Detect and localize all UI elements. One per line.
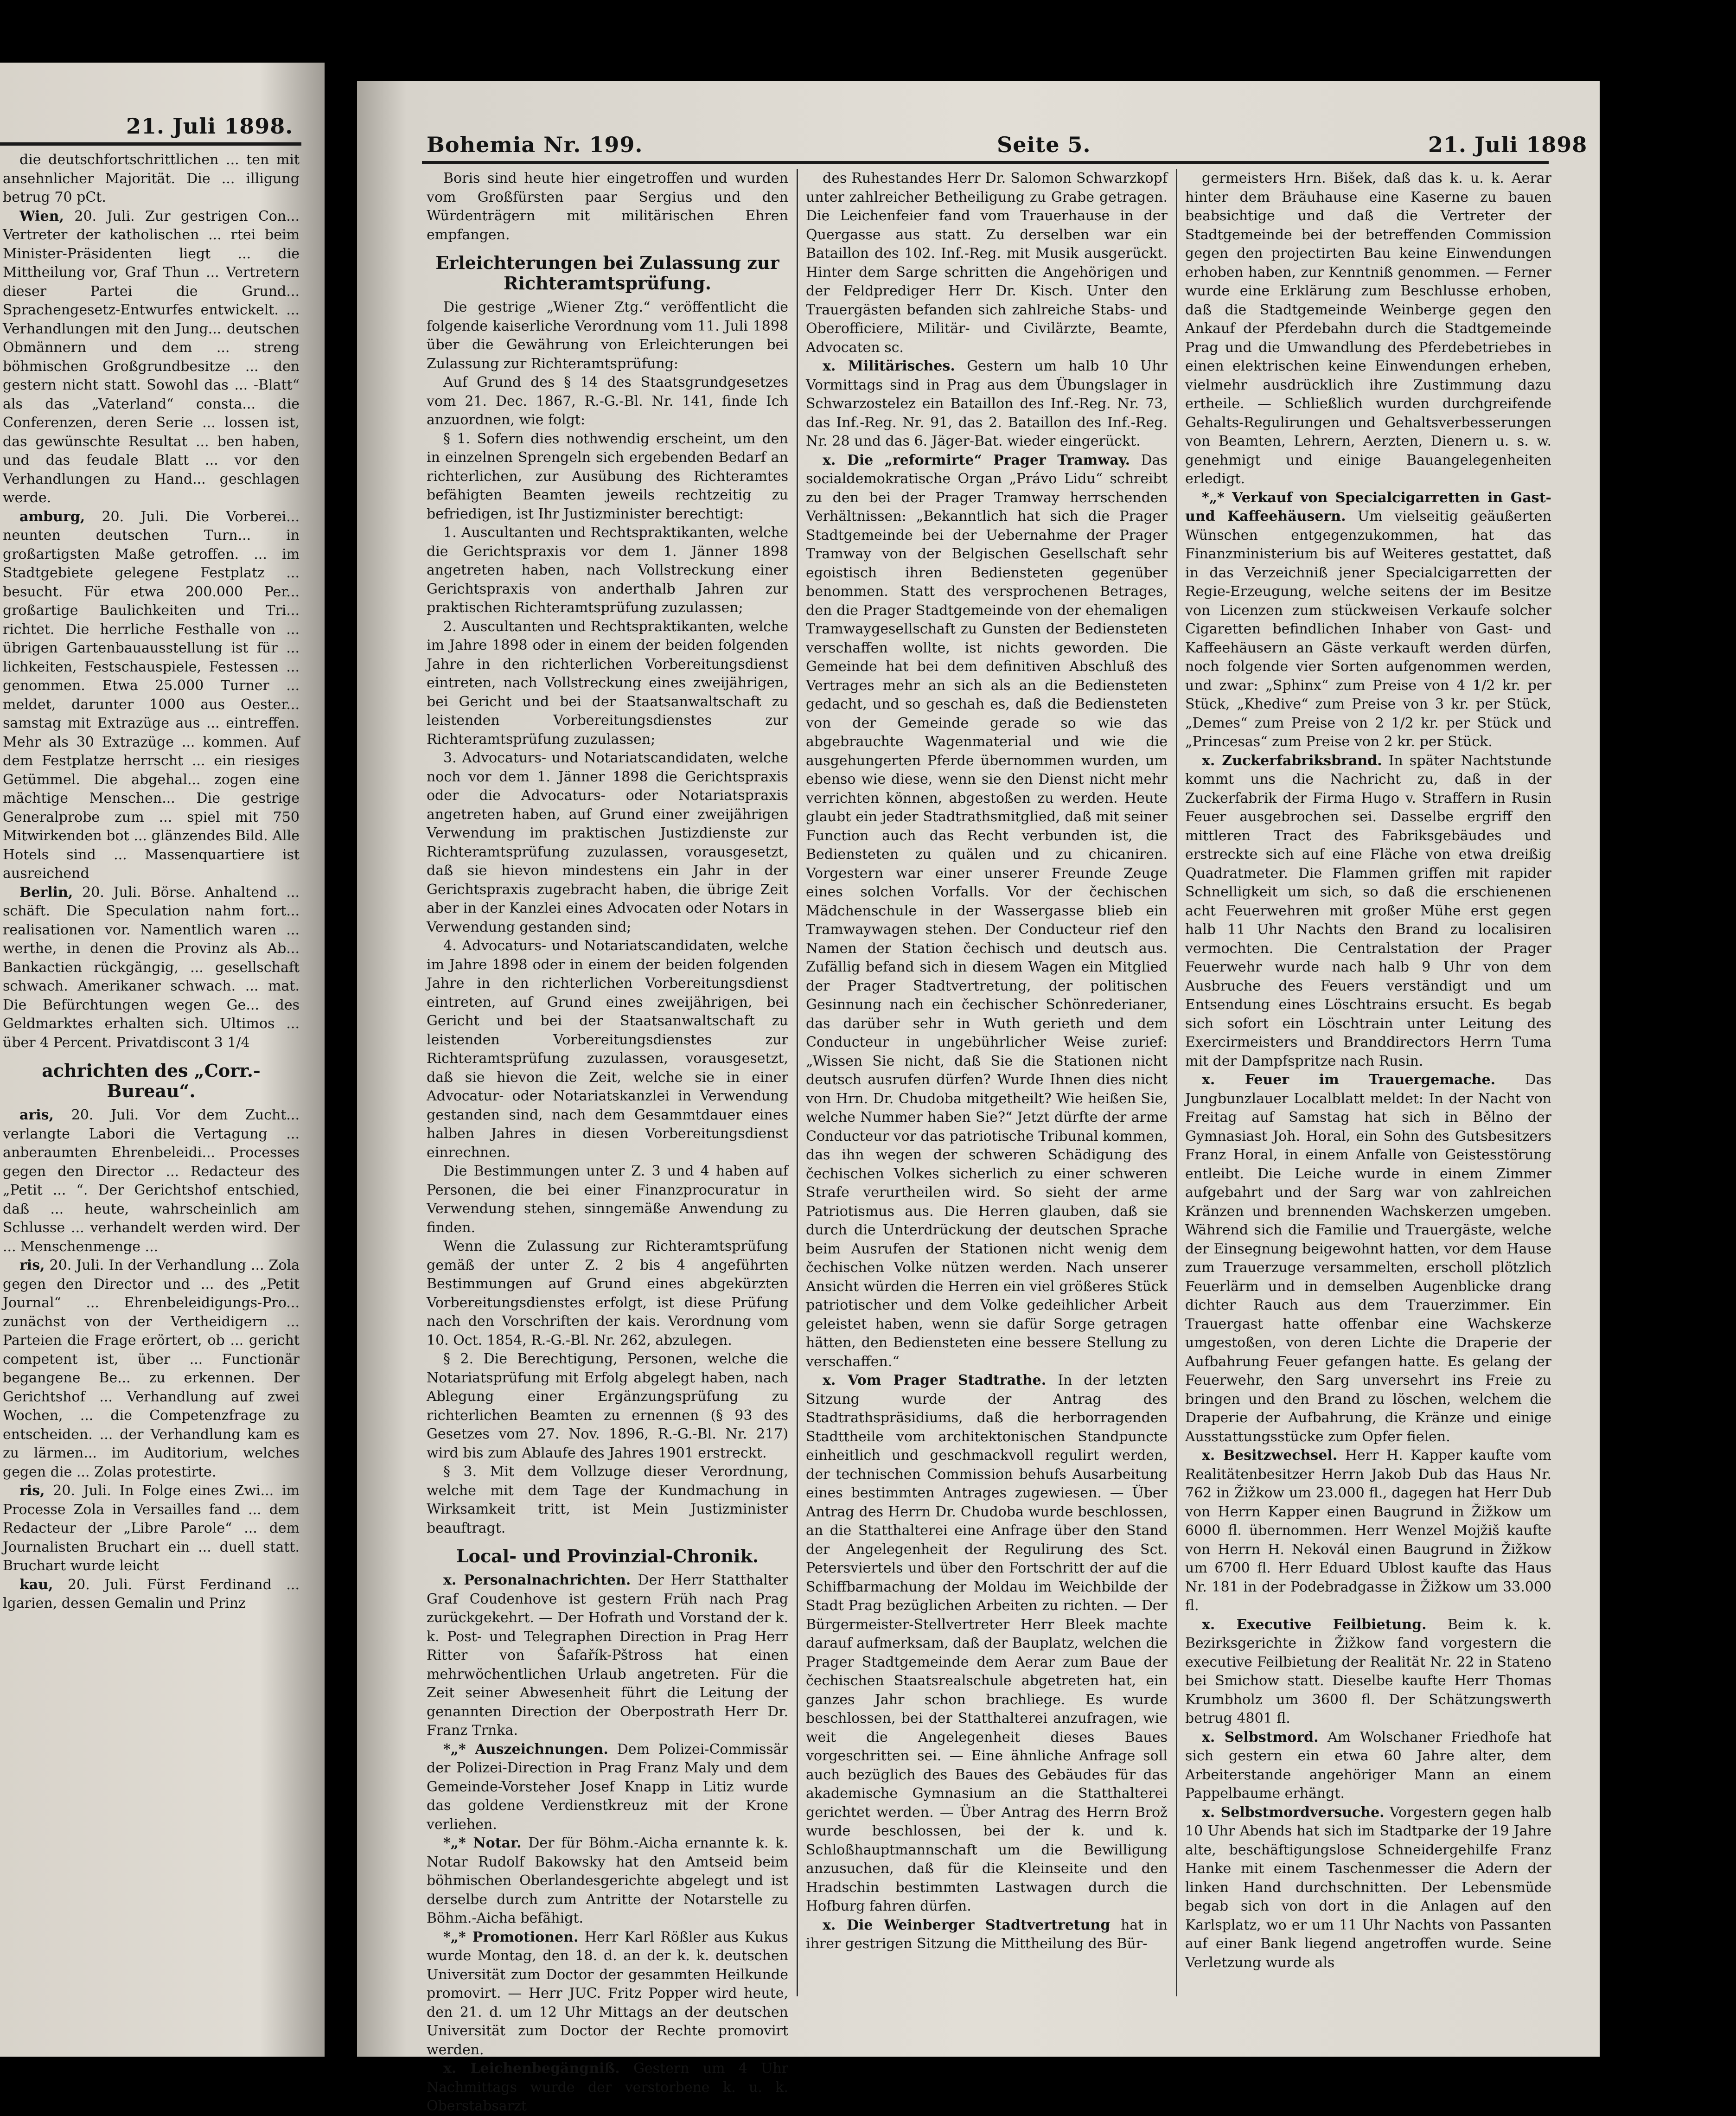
article-text: Boris sind heute hier eingetroffen und wurden vom Großfürsten paar Sergius und den Würdenträgern mit militärischen Ehren empfangen.: [427, 170, 788, 243]
article-label: x. Executive Feilbietung.: [1202, 1616, 1427, 1633]
article-text: 20. Juli. Vor dem Zucht... verlangte Labori die Vertagung ... anberaumten Ehrenbeleidi... Processes gegen den Director ... Redacteur des „Petit ... “. Der Gerichtshof entschied, daß ... heute, wahrscheinlich am Schlusse ... verhandelt werden wird. Der ... Menschenmenge ...: [3, 1107, 300, 1255]
article-label: x. Personalnachrichten.: [443, 1572, 631, 1588]
article-text: Der Herr Statthalter Graf Coudenhove ist gestern Früh nach Prag zurückgekehrt. — Der Hofrath und Vorstand der k. k. Post- und Telegraphen Direction in Prag Herr Ritter von Šafařík-Pštross hat einen mehrwöchentlichen Urlaub angetreten. Für die Zeit seiner Abwesenheit führt die Leitung der genannten Direction der Oberpostrath Herr Dr. Franz Trnka.: [427, 1572, 789, 1739]
article-text: Auf Grund des § 14 des Staatsgrundgesetzes vom 21. Dec. 1867, R.-G.-Bl. Nr. 141, finde Ich anzuordnen, wie folgt:: [427, 374, 788, 428]
article-label: *„* Promotionen.: [443, 1929, 579, 1945]
article-label: x. Leichenbegängniß.: [443, 2060, 620, 2077]
article-paragraph: [427, 169, 788, 244]
column-3: [1185, 169, 1551, 1996]
paper-name-issue: Bohemia Nr. 199.: [427, 132, 643, 157]
article-paragraph: [427, 1571, 788, 1740]
article-paragraph: [1185, 1803, 1551, 1973]
article-text: 20. Juli. In Folge eines Zwi... im Processe Zola in Versailles fand ... dem Redacteur der „Libre Parole“ ... dem Journalisten Bruchart ein ... duell statt. Bruchart wurde leicht: [3, 1483, 300, 1574]
article-text: § 2. Die Berechtigung, Personen, welche die Notariatsprüfung mit Erfolg abgelegt haben, nach Ablegung einer Ergänzungsprüfung zu richterlichen Beamten zu ernennen (§ 93 des Gesetzes vom 27. Nov. 1896, R.-G.-Bl. Nr. 217) wird bis zum Ablaufe des Jahres 1901 erstreckt.: [427, 1351, 788, 1461]
article-label: x. Selbstmordversuche.: [1202, 1804, 1385, 1821]
article-paragraph: [427, 1463, 788, 1538]
article-text: Gestern um 4 Uhr Nachmittags wurde der verstorbene k. u. k. Oberstabsarzt: [427, 2060, 788, 2114]
article-text: 1. Auscultanten und Rechtspraktikanten, welche die Gerichtspraxis vor dem 1. Jänner 1898 angetreten haben, nach Vollstreckung einer Gerichtspraxis von anderthalb Jahren zur praktischen Richteramtsprüfung zuzulassen;: [427, 524, 788, 616]
article-text: Am Wolschaner Friedhofe hat sich gestern ein etwa 60 Jahre alter, dem Arbeiterstande angehöriger Mann an einem Pappelbaume erhängt.: [1185, 1729, 1551, 1802]
article-text: 20. Juli. Fürst Ferdinand ... lgarien, dessen Gemalin und Prinz: [3, 1576, 300, 1611]
article-paragraph: [3, 1106, 300, 1256]
article-text: Herr Karl Rößler aus Kukus wurde Montag, den 18. d. an der k. k. deutschen Universität zum Doctor der gesammten Heilkunde promovirt. — Herr JUC. Fritz Popper wird heute, den 21. d. um 12 Uhr Mittags an der deutschen Universität zum Doctor der Rechte promovirt werden.: [427, 1929, 788, 2058]
section-heading: Erleichterungen bei Zulassung zur Richteramtsprüfung.: [435, 252, 779, 294]
article-label: x. Militärisches.: [823, 358, 955, 374]
article-paragraph: [806, 1916, 1168, 1954]
article-paragraph: [3, 508, 300, 883]
article-paragraph: [1185, 1728, 1551, 1803]
article-paragraph: [427, 430, 788, 524]
left-header-rule: [0, 142, 301, 146]
right-page: [357, 81, 1600, 2114]
article-paragraph: [427, 1162, 788, 1237]
article-paragraph: [427, 1740, 788, 1835]
article-label: Berlin,: [19, 884, 73, 901]
article-text: 2. Auscultanten und Rechtspraktikanten, welche im Jahre 1898 oder in einem der beiden folgenden Jahre in den richterlichen Vorbereitungsdienst eintreten, nach Vollstreckung eines zweijährigen, bei Gericht und bei der Staatsanwaltschaft zu leistenden Vorbereitungsdienstes zur Richteramtsprüfung zuzulassen;: [427, 618, 788, 748]
article-paragraph: [1185, 489, 1551, 752]
article-paragraph: [427, 618, 788, 749]
article-paragraph: [427, 937, 788, 1162]
article-paragraph: [3, 1576, 300, 1613]
article-label: x. Vom Prager Stadtrathe.: [823, 1372, 1047, 1388]
article-label: *„* Notar.: [443, 1835, 522, 1851]
article-text: Gestern um halb 10 Uhr Vormittags sind in Prag aus dem Übungslager in Schwarzostelez ein Bataillon des Inf.-Reg. Nr. 73, das Inf.-Reg. Nr. 91, das 2. Bataillon des Inf.-Reg. Nr. 28 und das 6. Jäger-Bat. wieder eingerückt.: [806, 358, 1168, 449]
header-rule: [422, 161, 1549, 164]
article-label: x. Besitzwechsel.: [1202, 1447, 1338, 1464]
article-text: die deutschfortschrittlichen ... ten mit ansehnlicher Majorität. Die ... illigung betrug 70 pCt.: [3, 152, 300, 205]
article-text: Der für Böhm.-Aicha ernannte k. k. Notar Rudolf Bakowsky hat den Amtseid beim böhmischen Oberlandesgerichte abgelegt und ist derselbe durch zum Antritte der Notarstelle zu Böhm.-Aicha befähigt.: [427, 1835, 788, 1926]
article-label: ris,: [19, 1483, 45, 1499]
article-text: Herr H. Kapper kaufte vom Realitätenbesitzer Herrn Jakob Dub das Haus Nr. 762 in Žižkow um 23.000 fl., dagegen hat Herr Dub von Herrn Kapper einen Baugrund in Žižkow um 6000 fl. übernommen. Herr Wenzel Mojžiš kaufte von Herrn H. Nekovál einen Baugrund in Žižkow um 6700 fl. Herr Eduard Ublost kaufte das Haus Nr. 181 in der Podebradgasse in Žižkow um 33.000 fl.: [1185, 1447, 1551, 1614]
article-text: Das socialdemokratische Organ „Právo Lidu“ schreibt zu den bei der Prager Tramway herrschenden Verhältnissen: „Bekanntlich hat sich die Prager Stadtgemeinde bei der Uebernahme der Prager Tramway von der Belgischen Gesellschaft sehr egoistisch ihren Bediensteten gegenüber benommen. Statt des versprochenen Betrages, den die Prager Stadtgemeinde von der ehemaligen Tramwaygesellschaft zu Gunsten der Bediensteten verschaffen wollte, ist nichts geworden. Die Gemeinde hat bei dem definitiven Abschluß des Vertrages mehr an sich als an die Bediensteten gedacht, und so geschah es, daß die Bediensteten von der Gemeinde gerade so wie das abgebrauchte Wagenmaterial und wie die ausgehungerten Pferde übernommen wurden, um ebenso wie diese, wenn sie den Dienst nicht mehr verrichten können, abgestoßen zu werden. Heute glaubt ein jeder Stadtrathsmitglied, daß mit seiner Function auch das Recht verbunden ist, die Bediensteten zu quälen und zu chicaniren. Vorgestern war einer unserer Freunde Zeuge eines solchen Vorfalls. Vor der čechischen Mädchenschule in der Wassergasse blieb ein Tramwaywagen stehen. Der Conducteur rief den Namen der Station čechisch und deutsch aus. Zufällig befand sich in diesem Wagen ein Mitglied der Prager Stadtvertretung, der politischen Gesinnung nach ein čechischer Schönrederianer, das darüber sehr in Wuth gerieth und dem Conducteur in ungebührlicher Weise zurief: „Wissen Sie nicht, daß Sie die Stationen nicht deutsch ausrufen dürfen? Wurde Ihnen dies nicht von Hrn. Dr. Chudoba mitgetheilt? Wie heißen Sie, welche Nummer haben Sie?“ Jetzt dürfte der arme Conducteur vor das patriotische Tribunal kommen, das ihn wegen der schweren Schädigung des čechischen Volkes sicherlich zu einer schweren Strafe verurtheilen wird. So sieht der arme Patriotismus aus. Die Herren glauben, daß sie durch die Unterdrückung der deutschen Sprache beim Ausrufen der Stationen nicht wenig dem čechischen Volke nützen werden. Nach unserer Ansicht würden die Herren ein viel größeres Stück patriotischer und dem Volke gedeihlicher Arbeit geleistet haben, wenn sie dafür Sorge getragen hätten, den Bediensteten eine bessere Stellung zu verschaffen.“: [806, 452, 1168, 1370]
page-number: Seite 5.: [997, 132, 1091, 157]
article-text: Wenn die Zulassung zur Richteramtsprüfung gemäß der unter Z. 2 bis 4 angeführten Bestimmungen auf Grund eines abgekürzten Vorbereitungsdienstes erfolgt, ist diese Prüfung nach den Vorschriften der kais. Verordnung vom 10. Oct. 1854, R.-G.-Bl. Nr. 262, abzulegen.: [427, 1238, 788, 1349]
article-paragraph: [806, 451, 1168, 1372]
article-paragraph: [1185, 752, 1551, 1071]
article-text: Die Bestimmungen unter Z. 3 und 4 haben auf Personen, die bei einer Finanzprocuratur in Verwendung stehen, sinngemäße Anwendung zu finden.: [427, 1163, 788, 1236]
left-page-column: [3, 151, 300, 1978]
column-divider-2: [1176, 169, 1177, 1996]
article-paragraph: [3, 1256, 300, 1482]
article-text: 20. Juli. Börse. Anhaltend ... schäft. Die Speculation nahm fort... realisationen vor. Namentlich waren ... werthe, in denen die Provinz als Ab... Bankactien rückgängig, ... gesellschaft schwach. Amerikaner schwach. ... mat. Die Befürchtungen wegen Ge... des Geldmarktes erhalten sich. Ultimos ... über 4 Percent. Privatdiscont 3 1/4: [3, 884, 300, 1051]
issue-date: 21. Juli 1898: [1428, 132, 1588, 157]
article-label: Wien,: [19, 208, 64, 224]
article-paragraph: [806, 169, 1168, 357]
article-text: Vorgestern gegen halb 10 Uhr Abends hat sich im Stadtparke der 19 Jahre alte, beschäftigungslose Schneidergehilfe Franz Hanke mit einem Taschenmesser die Adern der linken Hand durchschnitten. Der Lebensmüde begab sich von dort in die Anlagen auf den Karlsplatz, wo er um 11 Uhr Nachts von Passanten auf einer Bank liegend angetroffen wurde. Seine Verletzung wurde als: [1185, 1804, 1551, 1971]
article-text: § 3. Mit dem Vollzuge dieser Verordnung, welche mit dem Tage der Kundmachung in Wirksamkeit tritt, ist Mein Justizminister beauftragt.: [427, 1464, 788, 1536]
article-paragraph: [427, 1350, 788, 1463]
left-page: [0, 63, 325, 2057]
article-label: x. Selbstmord.: [1202, 1729, 1319, 1745]
left-page-date: 21. Juli 1898.: [126, 114, 294, 139]
article-text: 20. Juli. In der Verhandlung ... Zola gegen den Director und ... des „Petit Journal“ ... Ehrenbeleidigungs-Pro... zunächst von der Vertheidigern ... Parteien die Frage erörtert, ob ... gericht competent ist, über ... Functionär begangene Be... zu erkennen. Der Gerichtshof ... Verhandlung auf zwei Wochen, ... die Competenzfrage zu entscheiden. ... der Verhandlung kam es zu lärmen... im Auditorium, welches gegen die ... Zolas protestirte.: [3, 1257, 300, 1480]
article-paragraph: [806, 1371, 1168, 1916]
article-text: des Ruhestandes Herr Dr. Salomon Schwarzkopf unter zahlreicher Betheiligung zu Grabe getragen. Die Leichenfeier fand vom Trauerhause in der Quergasse aus statt. Zu derselben war ein Bataillon des 102. Inf.-Reg. mit Musik ausgerückt. Hinter dem Sarge schritten die Angehörigen und der Feldprediger Herr Dr. Kisch. Unter den Trauergästen befanden sich zahlreiche Stabs- und Oberofficiere, Militär- und Civilärzte, Beamte, Advocaten sc.: [806, 170, 1168, 356]
article-paragraph: [1185, 1446, 1551, 1616]
article-paragraph: [427, 1834, 788, 1928]
article-paragraph: [3, 207, 300, 508]
article-label: x. Feuer im Trauergemache.: [1202, 1072, 1496, 1088]
section-heading: achrichten des „Corr.-Bureau“.: [42, 1060, 261, 1101]
article-paragraph: [1185, 1071, 1551, 1446]
article-paragraph: [806, 357, 1168, 451]
article-paragraph: [3, 883, 300, 1053]
article-paragraph: [427, 1237, 788, 1350]
article-paragraph: [3, 151, 300, 207]
article-text: In der letzten Sitzung wurde der Antrag des Stadtrathspräsidiums, daß die herborragenden Stadttheile vom architektonischen Standpuncte einheitlich und geschmackvoll regulirt werden, der technischen Commission behufs Ausarbeitung eines bestimmten Antrages zugewiesen. — Über Antrag des Herrn Dr. Chudoba wurde beschlossen, an die Statthalterei eine Anfrage über den Stand der Angelegenheit der Regulirung des Sct. Petersviertels und über den Fortschritt der auf die Schiffbarmachung der Moldau im Weichbilde der Stadt Prag bezüglichen Arbeiten zu richten. — Der Bürgermeister-Stellvertreter Herr Bleek machte darauf aufmerksam, daß der Bauplatz, welchen die Prager Stadtgemeinde dem Aerar zum Baue der čechischen Staatsrealschule abgetreten hat, ein ganzes Jahr schon brachliege. Es wurde beschlossen, bei der Statthalterei anzufragen, wie weit die Angelegenheit dieses Baues vorgeschritten sei. — Eine ähnliche Anfrage soll auch bezüglich des Baues des Gebäudes für das akademische Gymnasium an die Statthalterei gerichtet werden. — Über Antrag des Herrn Brož wurde beschlossen, bei der k. und k. Schloßhauptmannschaft um die Bewilligung anzusuchen, daß für die Kleinseite und den Hradschin bestimmten Lastwagen durch die Hofburg fahren dürfen.: [806, 1372, 1168, 1914]
article-text: § 1. Sofern dies nothwendig erscheint, um den in einzelnen Sprengeln sich ergebenden Bedarf an richterlichen, zur Ausübung des Richteramtes befähigten Beamten jeweils rechtzeitig zu befriedigen, ist Ihr Justizminister berechtigt:: [427, 430, 788, 522]
article-label: x. Zuckerfabriksbrand.: [1202, 752, 1382, 769]
article-label: kau,: [19, 1576, 53, 1593]
article-text: Dem Polizei-Commissär der Polizei-Direction in Prag Franz Maly und dem Gemeinde-Vorsteher Josef Knapp in Litiz wurde das goldene Verdienstkreuz mit der Krone verliehen.: [427, 1741, 788, 1833]
article-label: *„* Verkauf von Specialcigarretten in Gast- und Kaffeehäusern.: [1185, 489, 1551, 524]
article-text: germeisters Hrn. Bišek, daß das k. u. k. Aerar hinter dem Bräuhause eine Kaserne zu bauen beabsichtige und daß die Vertreter der Stadtgemeinde bei der betreffenden Commission gegen den projectirten Bau keine Einwendungen erhoben haben, zur Kenntniß genommen. — Ferner wurde eine Erklärung zum Beschlusse erhoben, daß die Stadtgemeinde Weinberge gegen den Ankauf der Pferdebahn durch die Stadtgemeinde Prag und die Umwandlung des Pferdebetriebes in einen elektrischen keine Einwendungen erheben, vielmehr ausdrücklich ihre Zustimmung dazu ertheile. — Schließlich wurden durchgreifende Gehalts-Regulirungen und Gehaltsverbesserungen von Beamten, Lehrern, Aerzten, Dienern u. s. w. genehmigt und einige Bauangelegenheiten erledigt.: [1185, 170, 1551, 487]
article-text: Beim k. k. Bezirksgerichte in Žižkow fand vorgestern die executive Feilbietung der Realität Nr. 22 in Stateno bei Smichow statt. Dieselbe kaufte Herr Thomas Krumbholz um 3600 fl. Der Schätzungswerth betrug 4801 fl.: [1185, 1616, 1551, 1726]
article-text: 20. Juli. Zur gestrigen Con... Vertreter der katholischen ... rtei beim Minister-Präsidenten liegt ... die Mittheilung vor, Graf Thun ... Vertretern dieser Partei die Grund... Sprachengesetz-Entwurfes entwickelt. ... Verhandlungen mit den Jung... deutschen Obmännern und dem ... streng böhmischen Großgrundbesitze ... den gestern nicht statt. Sowohl das ... -Blatt“ als das „Vaterland“ consta... die Conferenzen, deren Serie ... lossen ist, das gewünschte Resultat ... ben haben, und das feudale Blatt ... vor den Verhandlungen zu Hand... geschlagen werde.: [3, 208, 300, 506]
article-paragraph: [1185, 1616, 1551, 1728]
article-paragraph: [1185, 169, 1551, 489]
article-text: Das Jungbunzlauer Localblatt meldet: In der Nacht von Freitag auf Samstag hat sich in Bělno der Gymnasiast Joh. Horal, ein Sohn des Gutsbesitzers Franz Horal, in einem Anfalle von Geistesstörung entleibt. Die Leiche wurde in einem Zimmer aufgebahrt und der Sarg war von zahlreichen Kränzen und brennenden Wachskerzen umgeben. Während sich die Familie und Trauergäste, welche der Einsegnung beigewohnt hatten, vor dem Hause zum Trauerzuge versammelten, erscholl plötzlich Feuerlärm und in demselben Augenblicke drang dichter Rauch aus dem Trauerzimmer. Ein Trauergast hatte offenbar eine Wachskerze umgestoßen, von deren Lichte die Draperie der Aufbahrung Feuer gefangen hatte. Es gelang der Feuerwehr, den Sarg unversehrt ins Freie zu bringen und den Brand zu löschen, welchem die Draperie der Aufbahrung, die Kränze und einige Ausstattungsstücke zum Opfer fielen.: [1185, 1072, 1551, 1445]
column-1: [427, 169, 789, 2114]
article-text: hat in ihrer gestrigen Sitzung die Mittheilung des Bür-: [806, 1917, 1168, 1952]
article-label: *„* Auszeichnungen.: [443, 1741, 608, 1758]
article-text: 20. Juli. Die Vorberei... neunten deutschen Turn... in großartigsten Maße getroffen. ... im Stadtgebiete gelegene Festplatz ... besucht. Für etwa 200.000 Per... großartige Baulichkeiten und Tri... richtet. Die herrliche Festhalle von ... übrigen Gartenbauausstellung ist für ... lichkeiten, Festschauspiele, Festessen ... genommen. Etwa 25.000 Turner ... meldet, darunter 1000 aus Oester... samstag mit Extrazüge aus ... eintreffen. Mehr als 30 Extrazüge ... kommen. Auf dem Festplatze herrscht ... ein riesiges Getümmel. Die abgehal... zogen eine mächtige Menschen... Die gestrige Generalprobe zum ... spiel mit 750 Mitwirkenden bot ... glänzendes Bild. Alle Hotels sind ... Massenquartiere ist ausreichend: [3, 508, 300, 882]
article-text: Um vielseitig geäußerten Wünschen entgegenzukommen, hat das Finanzministerium bis auf Weiteres gestattet, daß in das Verzeichniß jener Specialcigarretten der Regie-Erzeugung, welche seitens der im Besitze von Licenzen zum stückweisen Verkaufe solcher Cigaretten befindlichen Inhaber von Gast- und Kaffeehäusern an Gäste verkauft werden dürfen, noch folgende vier Sorten aufgenommen werden, und zwar: „Sphinx“ zum Preise von 4 1/2 kr. per Stück, „Khedive“ zum Preise von 3 kr. per Stück, „Demes“ zum Preise von 2 1/2 kr. per Stück und „Princesas“ zum Preise von 2 kr. per Stück.: [1185, 508, 1551, 750]
article-paragraph: [427, 298, 788, 373]
article-label: aris,: [19, 1107, 54, 1123]
article-paragraph: [3, 1482, 300, 1576]
article-paragraph: [427, 373, 788, 430]
article-paragraph: [427, 1928, 788, 2060]
article-label: amburg,: [19, 508, 85, 525]
article-paragraph: [427, 749, 788, 937]
article-label: x. Die „reformirte“ Prager Tramway.: [823, 452, 1130, 468]
article-text: Die gestrige „Wiener Ztg.“ veröffentlicht die folgende kaiserliche Verordnung vom 11. Juli 1898 über die Gewährung von Erleichterungen bei Zulassung zur Richteramtsprüfung:: [427, 299, 788, 372]
article-label: x. Die Weinberger Stadtvertretung: [823, 1917, 1111, 1933]
column-2: [806, 169, 1168, 1996]
article-text: 3. Advocaturs- und Notariatscandidaten, welche noch vor dem 1. Jänner 1898 die Gerichtspraxis oder die Advocaturs- oder Notariatspraxis angetreten haben, auf Grund einer zweijährigen Verwendung im praktischen Justizdienste zur Richteramtsprüfung zuzulassen, vorausgesetzt, daß sie hievon mindestens ein Jahr in der Gerichtspraxis zugebracht haben, die übrige Zeit aber in der Kanzlei eines Advocaten oder Notars in Verwendung gestanden sind;: [427, 750, 788, 935]
article-paragraph: [427, 2059, 788, 2116]
column-divider-1: [797, 169, 798, 1996]
section-heading: Local- und Provinzial-Chronik.: [456, 1546, 759, 1566]
article-label: ris,: [19, 1257, 45, 1273]
article-paragraph: [427, 524, 788, 618]
article-text: 4. Advocaturs- und Notariatscandidaten, welche im Jahre 1898 oder in einem der beiden folgenden Jahre in den richterlichen Vorbereitungsdienst eintreten, auf Grund eines zweijährigen, bei Gericht und bei der Staatsanwaltschaft zu leistenden Vorbereitungsdienstes zur Richteramtsprüfung zuzulassen, vorausgesetzt, daß sie hievon die Zeit, welche sie in einer Advocatur- oder Notariatskanzlei in Verwendung gestanden sind, nach dem Gesammtdauer eines halben Jahres in diesen Vorbereitungsdienst einrechnen.: [427, 938, 788, 1161]
article-text: In später Nachtstunde kommt uns die Nachricht zu, daß in der Zuckerfabrik der Firma Hugo v. Straffern in Rusin Feuer ausgebrochen sei. Dasselbe ergriff den mittleren Tract des Fabriksgebäudes und erstreckte sich auf eine Fläche von etwa dreißig Quadratmeter. Die Flammen griffen mit rapider Schnelligkeit um sich, so daß die erschienenen acht Feuerwehren mit großer Mühe erst gegen halb 11 Uhr Nachts den Brand zu localisiren vermochten. Die Centralstation der Prager Feuerwehr wurde nach halb 9 Uhr von dem Ausbruche des Feuers verständigt und um Entsendung eines Löschtrains ersucht. Es begab sich sofort ein Löschtrain unter Leitung des Exercirmeisters und Branddirectors Herrn Tuma mit der Dampfspritze nach Rusin.: [1185, 752, 1551, 1069]
